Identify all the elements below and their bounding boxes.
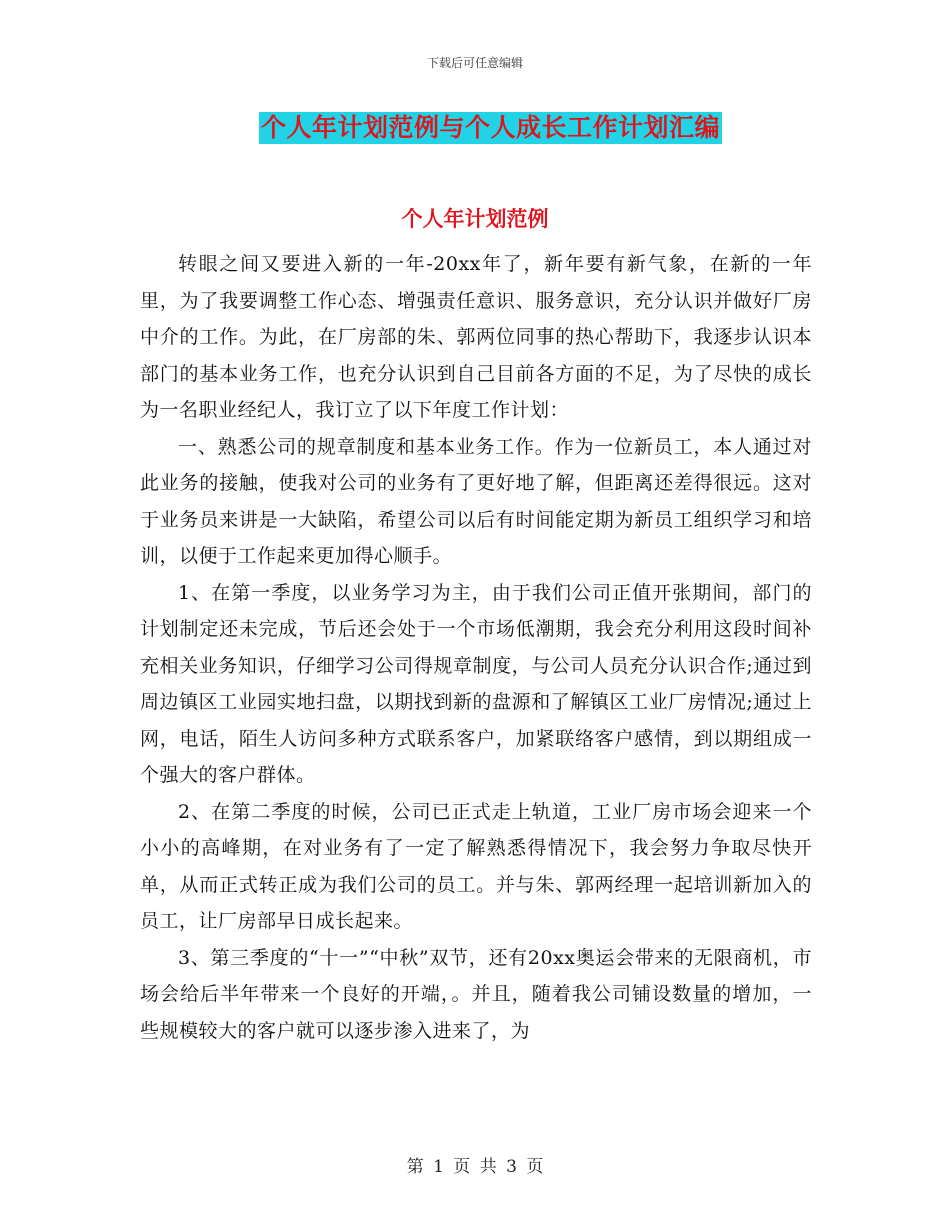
- header-note: 下载后可任意编辑: [426, 56, 523, 70]
- paragraph-q2: 2、在第二季度的时候，公司已正式走上轨道，工业厂房市场会迎来一个小小的高峰期，在对业务有了一定了解熟悉得情况下，我会努力争取尽快开单，从而正式转正成为我们公司的员工。并与朱、郭两经理一起培训新加入的员工，让厂房部早日成长起来。: [140, 800, 812, 932]
- document-body: [140, 246, 812, 1049]
- document-title: 个人年计划范例与个人成长工作计划汇编: [261, 113, 721, 142]
- page-footer: 第 1 页 共 3 页: [406, 1157, 544, 1177]
- section-title: 个人年计划范例: [401, 206, 549, 231]
- paragraph-section-one: 一、熟悉公司的规章制度和基本业务工作。作为一位新员工，本人通过对此业务的接触，使我对公司的业务有了更好地了解，但距离还差得很远。这对于业务员来讲是一大缺陷，希望公司以后有时间能定期为新员工组织学习和培训，以便于工作起来更加得心顺手。: [140, 435, 812, 567]
- paragraph-intro: 转眼之间又要进入新的一年-20xx年了，新年要有新气象，在新的一年里，为了我要调整工作心态、增强责任意识、服务意识，充分认识并做好厂房中介的工作。为此，在厂房部的朱、郭两位同事的热心帮助下，我逐步认识本部门的基本业务工作，也充分认识到自己目前各方面的不足，为了尽快的成长为一名职业经纪人，我订立了以下年度工作计划：: [140, 253, 812, 421]
- paragraph-q3: 3、第三季度的“十一”“中秋”双节，还有20xx奥运会带来的无限商机，市场会给后半年带来一个良好的开端，。并且，随着我公司铺设数量的增加，一些规模较大的客户就可以逐步渗入进来了，为: [140, 946, 812, 1042]
- paragraph-q1: 1、在第一季度，以业务学习为主，由于我们公司正值开张期间，部门的计划制定还未完成，节后还会处于一个市场低潮期，我会充分利用这段时间补充相关业务知识，仔细学习公司得规章制度，与公司人员充分认识合作;通过到周边镇区工业园实地扫盘，以期找到新的盘源和了解镇区工业厂房情况;通过上网，电话，陌生人访问多种方式联系客户，加紧联络客户感情，到以期组成一个强大的客户群体。: [140, 581, 812, 786]
